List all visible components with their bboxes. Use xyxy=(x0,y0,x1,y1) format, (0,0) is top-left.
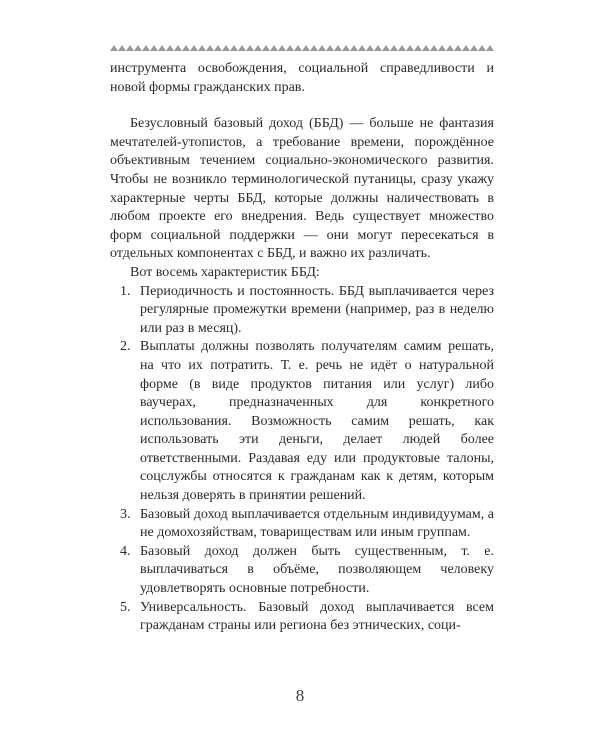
list-text: Выплаты должны позволять получателям самим решать, на что их потратить. Т. е. речь не идёт о натуральной форме (в виде продуктов питания или услуг) либо ваучерах, предназначенных для конкретного использования. Возможность самим решать, как использовать эти деньги, делает людей более ответственными. Раздавая еду или продуктовые талоны, соцслужбы относятся к гражданам как к детям, которым нельзя доверять в принятии решений. xyxy=(140,339,494,504)
list-number: 2. xyxy=(120,339,131,355)
list-item xyxy=(110,283,494,339)
list-text: Универсальность. Базовый доход выплачивается всем гражданам страны или региона без этнических, соци- xyxy=(140,599,494,634)
list-item xyxy=(110,543,494,599)
list-item xyxy=(110,506,494,543)
list-number: 5. xyxy=(120,599,131,615)
page-body xyxy=(110,60,494,636)
list-number: 4. xyxy=(120,543,131,559)
ornament-border xyxy=(110,40,494,54)
paragraph-list-lead: Вот восемь характеристик ББД: xyxy=(130,264,320,280)
list-number: 3. xyxy=(120,506,131,522)
paragraph-continuation: инструмента освобождения, социальной справедливости и новой формы гражданских прав. xyxy=(110,61,494,95)
page-number: 8 xyxy=(295,686,305,705)
paragraph-intro: Безусловный базовый доход (ББД) — больше не фантазия мечтателей-утопистов, а требование времени, порождённое объективным течением социально-экономического развития. Чтобы не возникло терминологической путаницы, сразу укажу характерные черты ББД, которые должны наличествовать в любом проекте его внедрения. Ведь существует множество форм социальной поддержки — они могут пересекаться в отдельных компонентах с ББД, и важно их различать. xyxy=(110,116,494,262)
characteristics-list xyxy=(110,283,494,636)
list-text: Базовый доход выплачивается отдельным индивидуумам, а не домохозяйствам, товариществам или иным группам. xyxy=(140,506,494,541)
list-item xyxy=(110,599,494,636)
list-text: Периодичность и постоянность. ББД выплачивается через регулярные промежутки времени (например, раз в неделю или раз в месяц). xyxy=(140,283,494,336)
list-text: Базовый доход должен быть существенным, т. е. выплачиваться в объёме, позволяющем человеку удовлетворять основные потребности. xyxy=(140,543,494,597)
list-number: 1. xyxy=(120,283,131,299)
list-item xyxy=(110,338,494,505)
